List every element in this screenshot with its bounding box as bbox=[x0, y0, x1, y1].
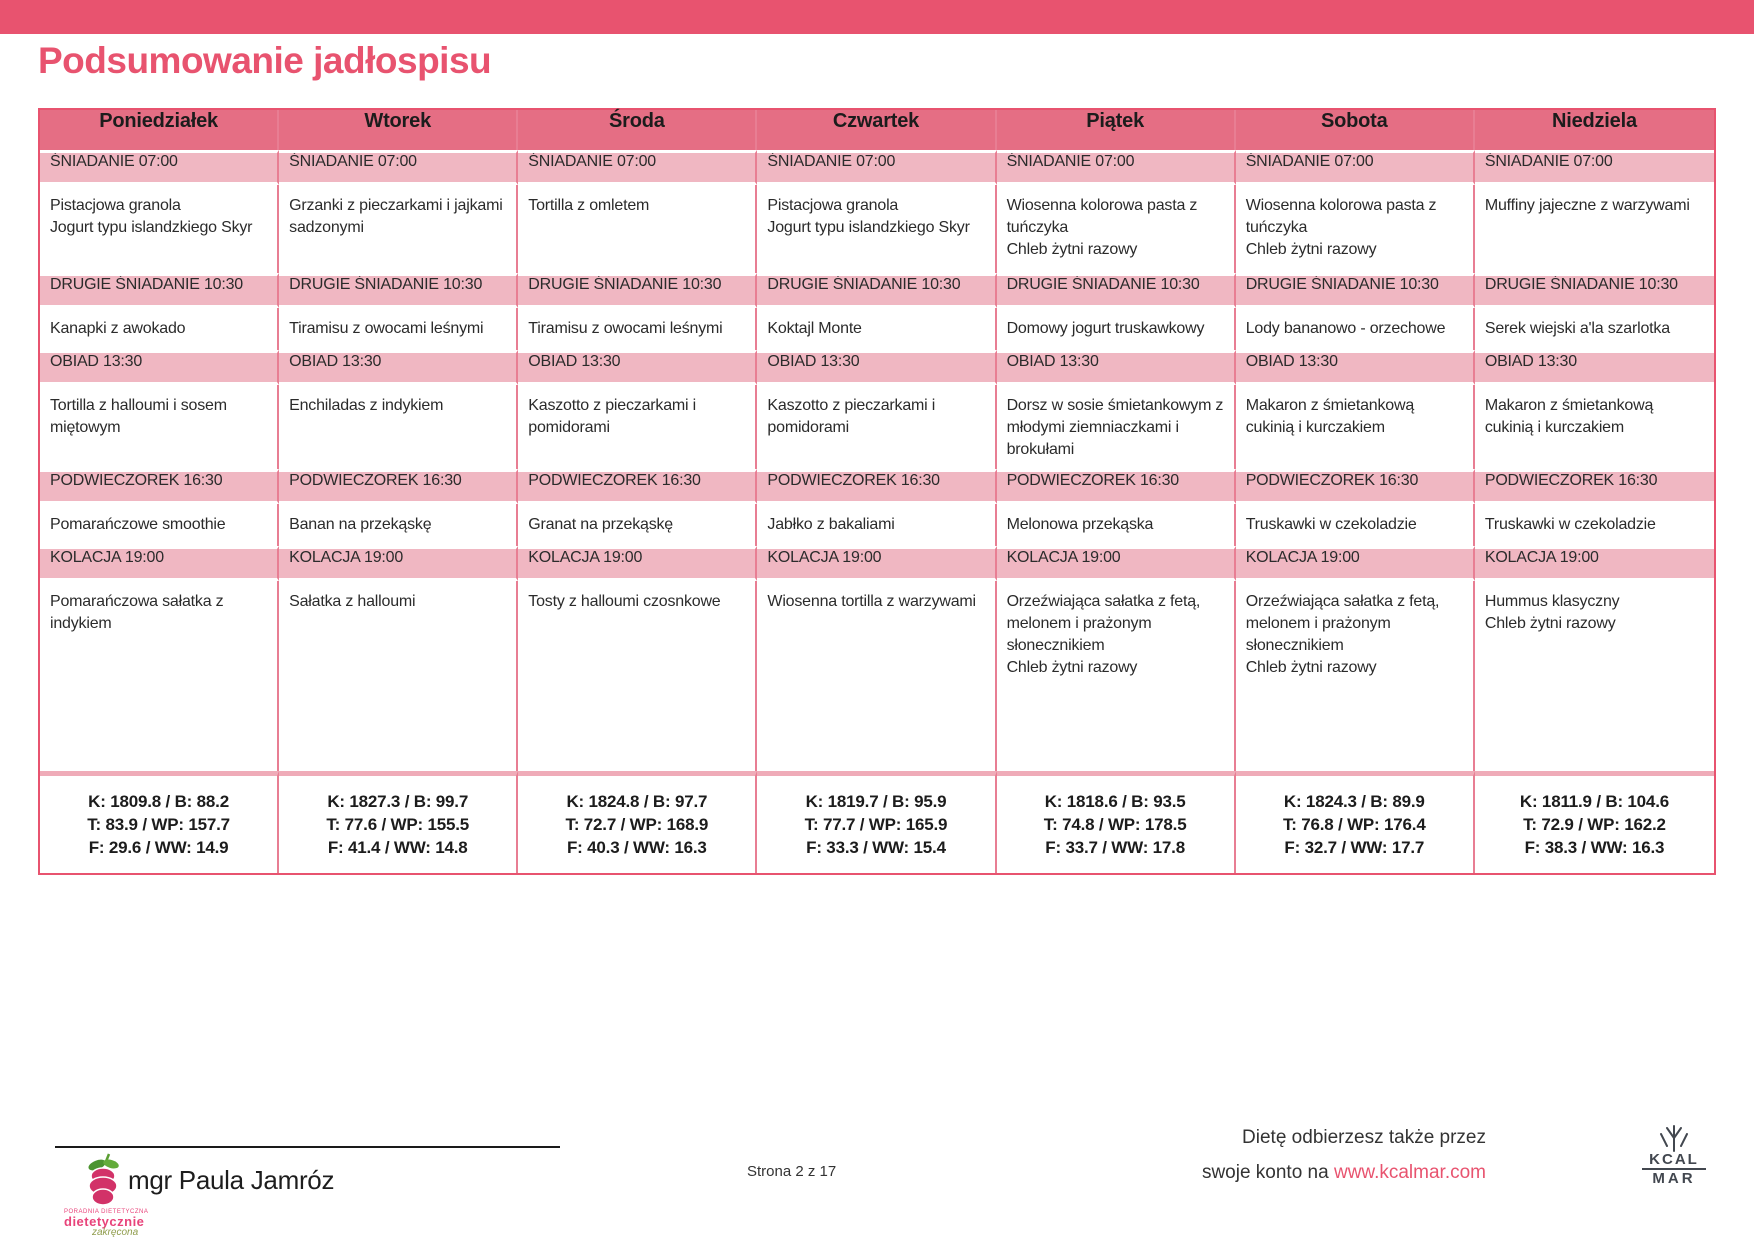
meal-item: Kaszotto z pieczarkami i pomidorami bbox=[528, 397, 696, 437]
meal-cell bbox=[518, 308, 757, 350]
meal-item: Chleb żytni razowy bbox=[1484, 615, 1616, 633]
meal-item: Tortilla z omletem bbox=[528, 197, 650, 214]
meal-label-cell: DRUGIE ŚNIADANIE 10:30 bbox=[1475, 273, 1714, 308]
meal-item: Truskawki w czekoladzie bbox=[1245, 516, 1417, 534]
meal-cell bbox=[40, 504, 279, 546]
meal-label-cell: ŚNIADANIE 07:00 bbox=[279, 150, 518, 185]
meal-cell bbox=[279, 308, 518, 350]
kcalmar-logo bbox=[1642, 1122, 1706, 1187]
meal-cell bbox=[1236, 385, 1475, 469]
day-header: Sobota bbox=[1236, 110, 1475, 150]
meal-label-cell: OBIAD 13:30 bbox=[997, 350, 1236, 385]
meal-item: Chleb żytni razowy bbox=[1006, 659, 1138, 677]
meal-cell bbox=[997, 185, 1236, 273]
meal-item: Makaron z śmietankową cukinią i kurczakiem bbox=[1484, 397, 1654, 437]
promo-line1: Dietę odbierzesz także przez bbox=[1242, 1127, 1486, 1148]
meal-cell bbox=[1236, 308, 1475, 350]
promo-text bbox=[1202, 1120, 1486, 1190]
meal-label-cell: ŚNIADANIE 07:00 bbox=[997, 150, 1236, 185]
meal-label-cell: PODWIECZOREK 16:30 bbox=[1475, 469, 1714, 504]
meal-item: Kanapki z awokado bbox=[50, 320, 186, 337]
meal-label-cell: ŚNIADANIE 07:00 bbox=[1236, 150, 1475, 185]
meal-label-cell: PODWIECZOREK 16:30 bbox=[40, 469, 279, 504]
summary-line: T: 77.6 / WP: 155.5 bbox=[326, 815, 470, 835]
meal-label-cell: OBIAD 13:30 bbox=[279, 350, 518, 385]
meal-content-row bbox=[40, 504, 1714, 546]
summary-line: K: 1827.3 / B: 99.7 bbox=[327, 792, 469, 812]
meal-label-cell: PODWIECZOREK 16:30 bbox=[997, 469, 1236, 504]
summary-line: F: 41.4 / WW: 14.8 bbox=[327, 838, 468, 858]
meal-label-cell: DRUGIE ŚNIADANIE 10:30 bbox=[40, 273, 279, 308]
meal-cell bbox=[757, 504, 996, 546]
meal-cell bbox=[1236, 504, 1475, 546]
meal-item: Tiramisu z owocami leśnymi bbox=[528, 320, 723, 337]
meal-cell bbox=[1475, 185, 1714, 273]
summary-cell bbox=[518, 771, 757, 873]
meal-item: Pistacjowa granola bbox=[50, 197, 181, 214]
summary-cell bbox=[1475, 771, 1714, 873]
kcalmar-logo-line1: KCAL bbox=[1642, 1152, 1706, 1170]
meal-item: Wiosenna kolorowa pasta z tuńczyka bbox=[1245, 197, 1437, 237]
meal-cell bbox=[757, 308, 996, 350]
summary-line: K: 1824.8 / B: 97.7 bbox=[566, 792, 708, 812]
meal-content-row bbox=[40, 308, 1714, 350]
summary-line: K: 1809.8 / B: 88.2 bbox=[88, 792, 229, 812]
summary-line: F: 33.7 / WW: 17.8 bbox=[1045, 838, 1185, 858]
summary-line: T: 72.9 / WP: 162.2 bbox=[1523, 815, 1666, 835]
dietitian-name: mgr Paula Jamróz bbox=[128, 1165, 335, 1195]
meal-item: Orzeźwiająca sałatka z fetą, melonem i prażonym słonecznikiem bbox=[1006, 593, 1201, 655]
meal-item: Chleb żytni razowy bbox=[1245, 241, 1377, 259]
meal-label-row bbox=[40, 273, 1714, 308]
raspberry-icon bbox=[80, 1152, 126, 1208]
meal-item: Dorsz w sosie śmietankowym z młodymi ziemniaczkami i brokułami bbox=[1006, 397, 1224, 459]
meal-label-cell: DRUGIE ŚNIADANIE 10:30 bbox=[1236, 273, 1475, 308]
day-header: Niedziela bbox=[1475, 110, 1714, 150]
meal-item: Jogurt typu islandzkiego Skyr bbox=[767, 219, 970, 237]
summary-line: F: 40.3 / WW: 16.3 bbox=[567, 838, 707, 858]
meal-content-row bbox=[40, 581, 1714, 771]
summary-line: F: 29.6 / WW: 14.9 bbox=[88, 838, 229, 858]
meal-item: Domowy jogurt truskawkowy bbox=[1006, 320, 1205, 337]
meal-cell bbox=[757, 581, 996, 771]
page-number: Strona 2 z 17 bbox=[747, 1163, 837, 1180]
summary-line: T: 77.7 / WP: 165.9 bbox=[804, 815, 948, 835]
meal-label-cell: OBIAD 13:30 bbox=[757, 350, 996, 385]
meal-label-row bbox=[40, 350, 1714, 385]
summary-cell bbox=[279, 771, 518, 873]
meal-cell bbox=[997, 504, 1236, 546]
meal-label-row bbox=[40, 546, 1714, 581]
clinic-logo-top-text: PORADNIA DIETETYCZNA bbox=[64, 1209, 149, 1215]
summary-line: F: 33.3 / WW: 15.4 bbox=[806, 838, 946, 858]
kcalmar-link[interactable]: www.kcalmar.com bbox=[1333, 1162, 1486, 1184]
day-header-row bbox=[40, 110, 1714, 150]
meal-item: Tiramisu z owocami leśnymi bbox=[289, 320, 484, 337]
page-title: Podsumowanie jadłospisu bbox=[38, 40, 492, 81]
meal-label-cell: KOLACJA 19:00 bbox=[279, 546, 518, 581]
meal-label-cell: DRUGIE ŚNIADANIE 10:30 bbox=[279, 273, 518, 308]
meal-cell bbox=[518, 504, 757, 546]
meal-content-row bbox=[40, 385, 1714, 469]
meal-label-cell: KOLACJA 19:00 bbox=[757, 546, 996, 581]
meal-item: Grzanki z pieczarkami i jajkami sadzonymi bbox=[289, 197, 503, 237]
top-accent-bar bbox=[0, 0, 1754, 34]
meal-label-row bbox=[40, 150, 1714, 185]
meal-item: Tortilla z halloumi i sosem miętowym bbox=[50, 397, 227, 437]
meal-item: Truskawki w czekoladzie bbox=[1484, 516, 1656, 534]
meal-label-cell: DRUGIE ŚNIADANIE 10:30 bbox=[518, 273, 757, 308]
meal-item: Pomarańczowa sałatka z indykiem bbox=[50, 593, 224, 633]
footer-divider bbox=[55, 1146, 560, 1148]
meal-item: Tosty z halloumi czosnkowe bbox=[528, 593, 721, 611]
day-header: Środa bbox=[518, 110, 757, 150]
meal-label-cell: KOLACJA 19:00 bbox=[1236, 546, 1475, 581]
meal-label-cell: PODWIECZOREK 16:30 bbox=[757, 469, 996, 504]
meal-item: Wiosenna kolorowa pasta z tuńczyka bbox=[1006, 197, 1198, 237]
meal-item: Granat na przekąskę bbox=[528, 516, 674, 534]
meal-label-cell: PODWIECZOREK 16:30 bbox=[1236, 469, 1475, 504]
meal-item: Hummus klasyczny bbox=[1484, 593, 1620, 611]
kcalmar-crown-icon bbox=[1657, 1122, 1691, 1152]
meal-item: Kaszotto z pieczarkami i pomidorami bbox=[767, 397, 936, 437]
meal-cell bbox=[997, 385, 1236, 469]
day-header: Wtorek bbox=[279, 110, 518, 150]
meal-cell bbox=[279, 385, 518, 469]
meal-cell bbox=[40, 308, 279, 350]
day-header: Czwartek bbox=[757, 110, 996, 150]
summary-line: K: 1811.9 / B: 104.6 bbox=[1519, 792, 1669, 812]
summary-cell bbox=[40, 771, 279, 873]
meal-label-cell: ŚNIADANIE 07:00 bbox=[518, 150, 757, 185]
meal-label-cell: PODWIECZOREK 16:30 bbox=[518, 469, 757, 504]
meal-label-cell: ŚNIADANIE 07:00 bbox=[40, 150, 279, 185]
meal-cell bbox=[518, 385, 757, 469]
meal-label-cell: KOLACJA 19:00 bbox=[518, 546, 757, 581]
meal-label-cell: DRUGIE ŚNIADANIE 10:30 bbox=[757, 273, 996, 308]
meal-item: Serek wiejski a'la szarlotka bbox=[1484, 320, 1670, 337]
meal-label-cell: KOLACJA 19:00 bbox=[1475, 546, 1714, 581]
meal-item: Pistacjowa granola bbox=[767, 197, 899, 214]
meal-content-row bbox=[40, 185, 1714, 273]
summary-line: F: 32.7 / WW: 17.7 bbox=[1284, 838, 1425, 858]
meal-item: Sałatka z halloumi bbox=[289, 593, 416, 611]
meal-cell bbox=[997, 581, 1236, 771]
meal-item: Lody bananowo - orzechowe bbox=[1245, 320, 1446, 337]
meal-item: Wiosenna tortilla z warzywami bbox=[767, 593, 976, 611]
meal-item: Jabłko z bakaliami bbox=[767, 516, 895, 534]
meal-cell bbox=[1475, 308, 1714, 350]
summary-line: T: 83.9 / WP: 157.7 bbox=[87, 815, 230, 835]
meal-cell bbox=[1475, 385, 1714, 469]
meal-item: Muffiny jajeczne z warzywami bbox=[1484, 197, 1690, 214]
meal-cell bbox=[40, 385, 279, 469]
summary-line: F: 38.3 / WW: 16.3 bbox=[1524, 838, 1665, 858]
meal-label-cell: DRUGIE ŚNIADANIE 10:30 bbox=[997, 273, 1236, 308]
clinic-logo-script: zakręcona bbox=[92, 1227, 139, 1238]
meal-label-cell: PODWIECZOREK 16:30 bbox=[279, 469, 518, 504]
meal-item: Enchiladas z indykiem bbox=[289, 397, 444, 414]
meal-plan-body bbox=[40, 150, 1714, 873]
meal-cell bbox=[757, 385, 996, 469]
summary-cell bbox=[757, 771, 996, 873]
meal-cell bbox=[1236, 185, 1475, 273]
meal-item: Jogurt typu islandzkiego Skyr bbox=[50, 219, 253, 237]
meal-plan-table bbox=[38, 108, 1716, 875]
meal-label-cell: OBIAD 13:30 bbox=[1236, 350, 1475, 385]
meal-item: Chleb żytni razowy bbox=[1245, 659, 1377, 677]
meal-label-cell: OBIAD 13:30 bbox=[1475, 350, 1714, 385]
meal-item: Pomarańczowe smoothie bbox=[50, 516, 226, 534]
clinic-logo-name: dietetycznie bbox=[64, 1214, 145, 1229]
meal-cell bbox=[997, 308, 1236, 350]
kcalmar-logo-line2: MAR bbox=[1652, 1170, 1696, 1187]
meal-label-cell: ŚNIADANIE 07:00 bbox=[757, 150, 996, 185]
meal-cell bbox=[279, 581, 518, 771]
summary-line: T: 76.8 / WP: 176.4 bbox=[1282, 815, 1426, 835]
meal-cell bbox=[279, 185, 518, 273]
meal-cell bbox=[757, 185, 996, 273]
meal-cell bbox=[1475, 504, 1714, 546]
meal-label-cell: OBIAD 13:30 bbox=[40, 350, 279, 385]
summary-line: K: 1824.3 / B: 89.9 bbox=[1283, 792, 1425, 812]
summary-cell bbox=[1236, 771, 1475, 873]
meal-item: Koktajl Monte bbox=[767, 320, 862, 337]
meal-cell bbox=[279, 504, 518, 546]
day-header: Poniedziałek bbox=[40, 110, 279, 150]
summary-line: K: 1819.7 / B: 95.9 bbox=[805, 792, 947, 812]
meal-cell bbox=[40, 185, 279, 273]
meal-label-row bbox=[40, 469, 1714, 504]
meal-cell bbox=[1475, 581, 1714, 771]
meal-label-cell: KOLACJA 19:00 bbox=[40, 546, 279, 581]
meal-item: Melonowa przekąska bbox=[1006, 516, 1154, 534]
day-header: Piątek bbox=[997, 110, 1236, 150]
promo-line2: swoje konto na bbox=[1201, 1162, 1334, 1184]
summary-line: T: 74.8 / WP: 178.5 bbox=[1043, 815, 1187, 835]
meal-label-cell: KOLACJA 19:00 bbox=[997, 546, 1236, 581]
meal-cell bbox=[40, 581, 279, 771]
summary-line: T: 72.7 / WP: 168.9 bbox=[565, 815, 709, 835]
meal-item: Makaron z śmietankową cukinią i kurczakiem bbox=[1245, 397, 1415, 437]
summary-row bbox=[40, 771, 1714, 873]
meal-label-cell: ŚNIADANIE 07:00 bbox=[1475, 150, 1714, 185]
meal-cell bbox=[1236, 581, 1475, 771]
meal-item: Banan na przekąskę bbox=[289, 516, 432, 534]
meal-item: Chleb żytni razowy bbox=[1006, 241, 1138, 259]
meal-cell bbox=[518, 581, 757, 771]
meal-label-cell: OBIAD 13:30 bbox=[518, 350, 757, 385]
summary-cell bbox=[997, 771, 1236, 873]
meal-item: Orzeźwiająca sałatka z fetą, melonem i prażonym słonecznikiem bbox=[1245, 593, 1440, 655]
summary-line: K: 1818.6 / B: 93.5 bbox=[1044, 792, 1186, 812]
meal-cell bbox=[518, 185, 757, 273]
